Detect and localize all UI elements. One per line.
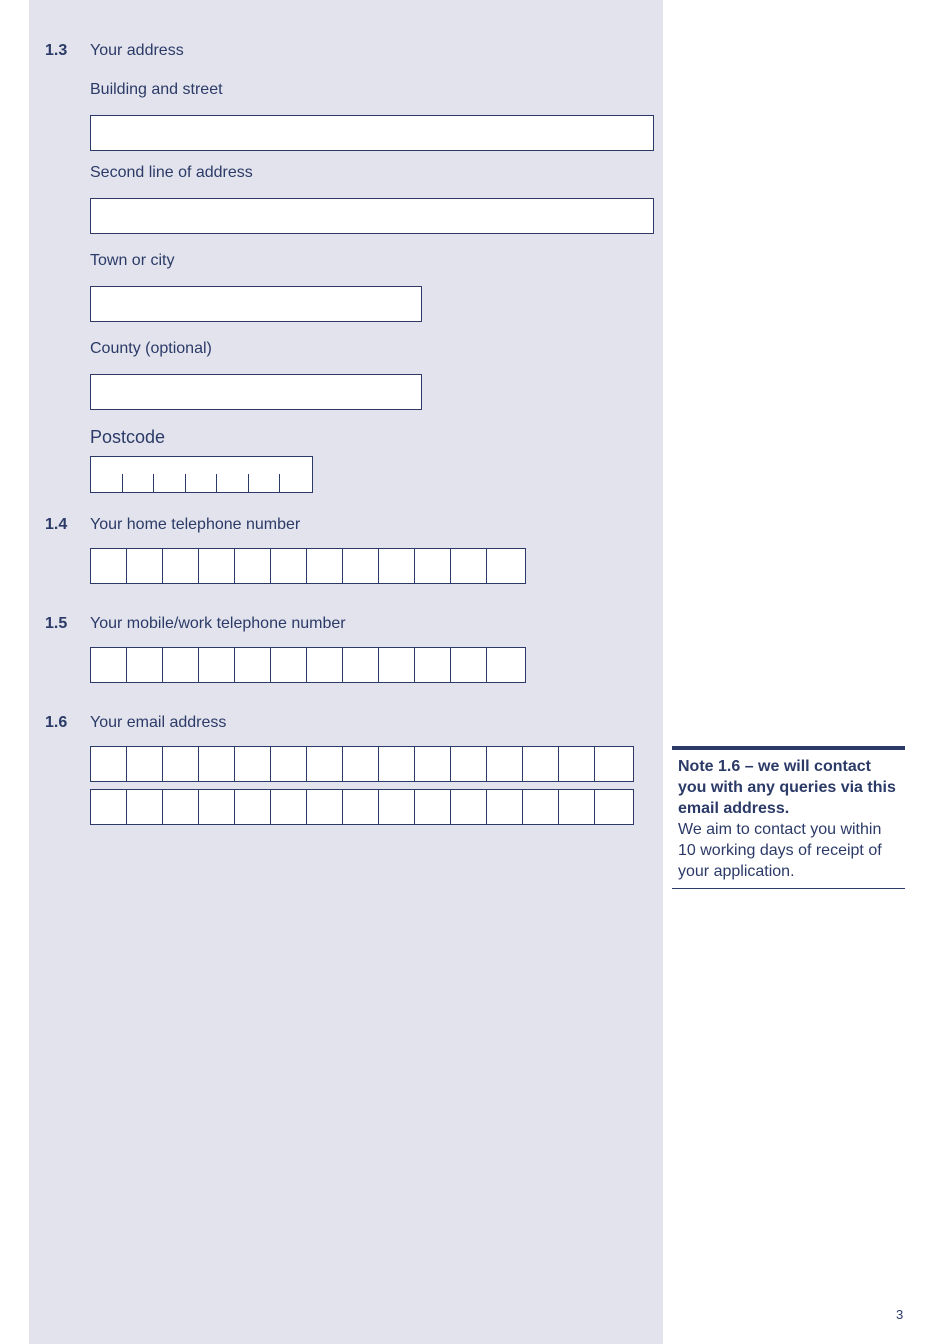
char-cell[interactable] xyxy=(487,790,523,824)
char-cell[interactable] xyxy=(487,549,523,583)
char-cell[interactable] xyxy=(343,790,379,824)
char-cell[interactable] xyxy=(343,747,379,781)
char-cell[interactable] xyxy=(91,648,127,682)
char-cell[interactable] xyxy=(163,549,199,583)
building-street-field[interactable] xyxy=(90,115,654,151)
char-cell[interactable] xyxy=(199,747,235,781)
char-cell[interactable] xyxy=(595,747,631,781)
char-cell[interactable] xyxy=(307,790,343,824)
postcode-field[interactable] xyxy=(90,456,313,493)
page-number: 3 xyxy=(896,1307,904,1322)
char-cell[interactable] xyxy=(451,747,487,781)
postcode-char-box[interactable] xyxy=(91,457,123,492)
char-cell[interactable] xyxy=(163,648,199,682)
char-cell[interactable] xyxy=(127,747,163,781)
postcode-char-box[interactable] xyxy=(217,457,249,492)
section-number-1-5: 1.5 xyxy=(45,615,68,632)
char-cell[interactable] xyxy=(415,747,451,781)
char-cell[interactable] xyxy=(91,790,127,824)
char-cell[interactable] xyxy=(199,790,235,824)
char-cell[interactable] xyxy=(271,648,307,682)
char-cell[interactable] xyxy=(91,549,127,583)
char-cell[interactable] xyxy=(235,790,271,824)
char-cell[interactable] xyxy=(127,648,163,682)
second-line-label: Second line of address xyxy=(90,164,253,181)
town-field[interactable] xyxy=(90,286,422,322)
char-cell[interactable] xyxy=(379,648,415,682)
postcode-char-box[interactable] xyxy=(123,457,155,492)
postcode-char-box[interactable] xyxy=(186,457,218,492)
char-cell[interactable] xyxy=(559,790,595,824)
postcode-label: Postcode xyxy=(90,427,166,447)
char-cell[interactable] xyxy=(379,549,415,583)
home-phone-field[interactable] xyxy=(90,548,526,584)
email-field-line-1[interactable] xyxy=(90,746,634,782)
char-cell[interactable] xyxy=(451,648,487,682)
char-cell[interactable] xyxy=(271,549,307,583)
postcode-char-box[interactable] xyxy=(154,457,186,492)
char-cell[interactable] xyxy=(487,747,523,781)
char-cell[interactable] xyxy=(307,549,343,583)
note-heading: Note 1.6 – we will contact you with any queries via this email address. xyxy=(678,758,896,817)
email-label: Your email address xyxy=(90,714,227,731)
char-cell[interactable] xyxy=(343,648,379,682)
char-cell[interactable] xyxy=(127,790,163,824)
char-cell[interactable] xyxy=(235,648,271,682)
char-cell[interactable] xyxy=(487,648,523,682)
char-cell[interactable] xyxy=(451,790,487,824)
char-cell[interactable] xyxy=(415,648,451,682)
char-cell[interactable] xyxy=(415,790,451,824)
char-cell[interactable] xyxy=(163,747,199,781)
address-heading: Your address xyxy=(90,42,184,59)
char-cell[interactable] xyxy=(523,747,559,781)
char-cell[interactable] xyxy=(307,747,343,781)
county-label: County (optional) xyxy=(90,340,212,357)
postcode-char-box[interactable] xyxy=(280,457,312,492)
char-cell[interactable] xyxy=(451,549,487,583)
section-number-1-3: 1.3 xyxy=(45,42,68,59)
mobile-phone-field[interactable] xyxy=(90,647,526,683)
second-line-field[interactable] xyxy=(90,198,654,234)
char-cell[interactable] xyxy=(595,790,631,824)
char-cell[interactable] xyxy=(127,549,163,583)
postcode-char-box[interactable] xyxy=(249,457,281,492)
note-body: We aim to contact you within 10 working days of receipt of your application. xyxy=(678,821,882,880)
char-cell[interactable] xyxy=(235,747,271,781)
char-cell[interactable] xyxy=(379,747,415,781)
char-cell[interactable] xyxy=(379,790,415,824)
note-1-6 xyxy=(672,746,905,889)
building-street-label: Building and street xyxy=(90,81,223,98)
home-phone-label: Your home telephone number xyxy=(90,516,301,533)
char-cell[interactable] xyxy=(199,549,235,583)
email-field-line-2[interactable] xyxy=(90,789,634,825)
town-label: Town or city xyxy=(90,252,175,269)
char-cell[interactable] xyxy=(559,747,595,781)
char-cell[interactable] xyxy=(271,747,307,781)
char-cell[interactable] xyxy=(271,790,307,824)
section-number-1-4: 1.4 xyxy=(45,516,68,533)
char-cell[interactable] xyxy=(91,747,127,781)
county-field[interactable] xyxy=(90,374,422,410)
char-cell[interactable] xyxy=(343,549,379,583)
section-number-1-6: 1.6 xyxy=(45,714,68,731)
char-cell[interactable] xyxy=(415,549,451,583)
char-cell[interactable] xyxy=(523,790,559,824)
char-cell[interactable] xyxy=(235,549,271,583)
char-cell[interactable] xyxy=(199,648,235,682)
char-cell[interactable] xyxy=(163,790,199,824)
mobile-phone-label: Your mobile/work telephone number xyxy=(90,615,346,632)
char-cell[interactable] xyxy=(307,648,343,682)
